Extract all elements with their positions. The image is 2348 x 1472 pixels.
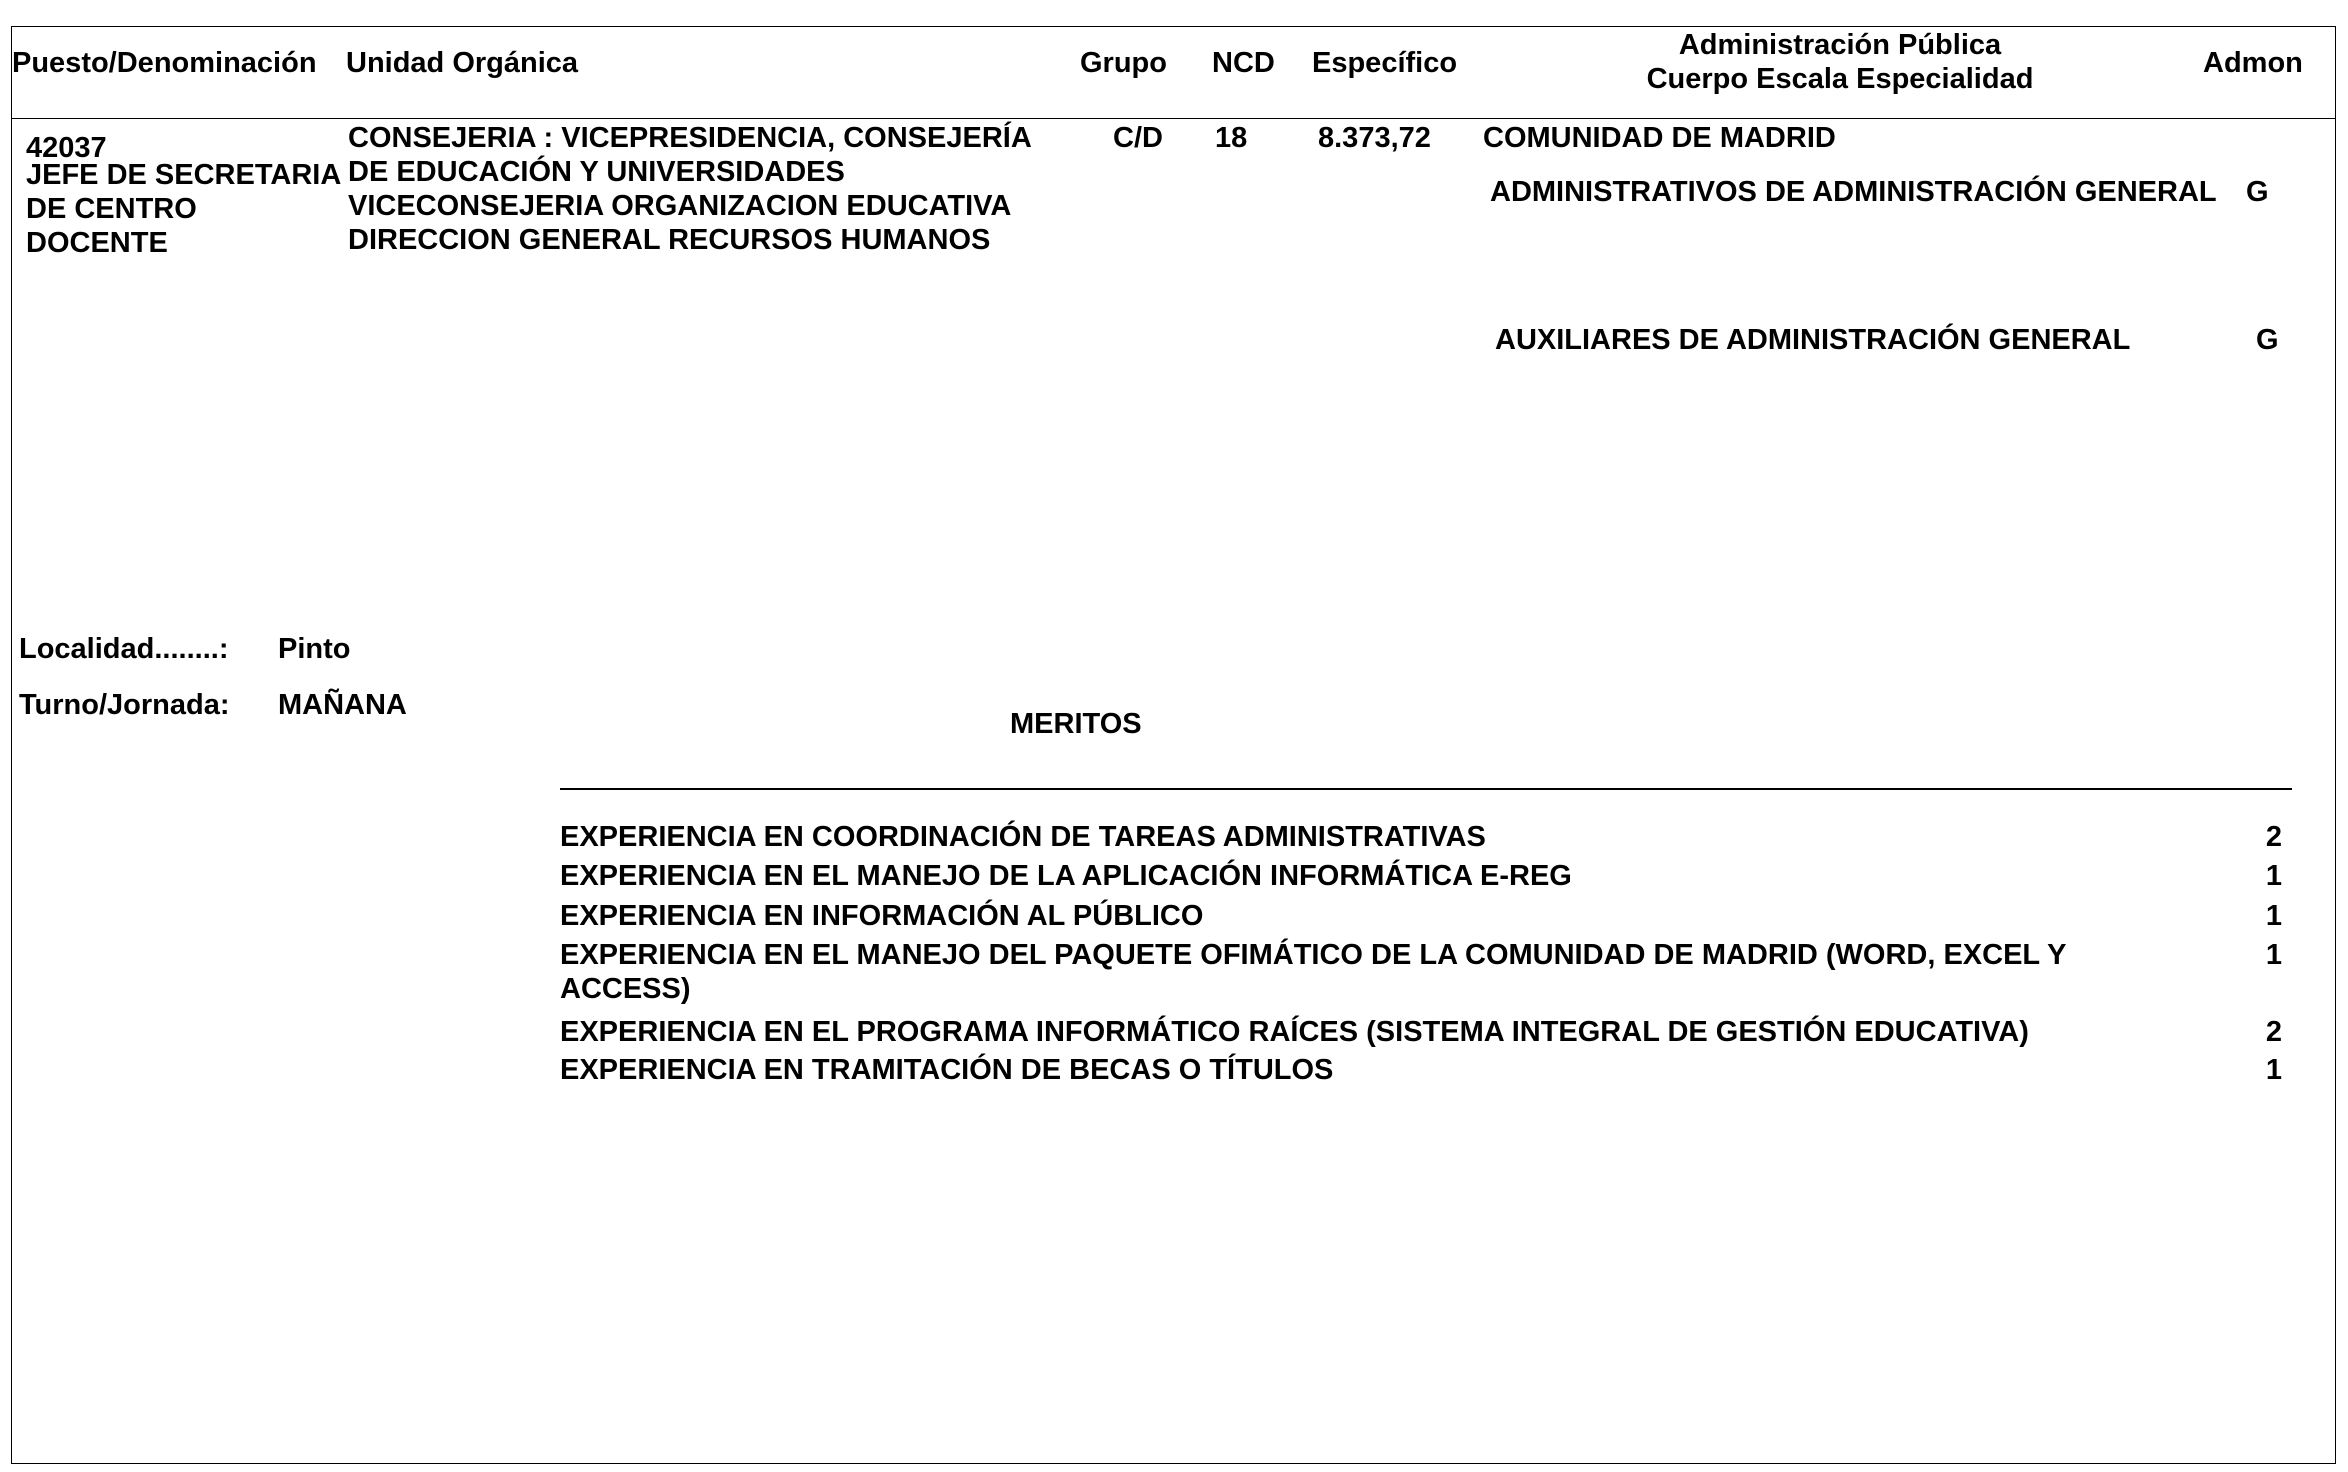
meritos-title: MERITOS	[1010, 708, 1142, 740]
merito-score: 1	[2265, 900, 2282, 932]
unidad-organica	[348, 121, 1032, 257]
merito-text: EXPERIENCIA EN EL MANEJO DE LA APLICACIÓN INFORMÁTICA E-REG	[560, 860, 1572, 892]
header-admon: Admon	[2203, 47, 2303, 79]
denominacion	[26, 158, 341, 260]
denominacion-line: JEFE DE SECRETARIA	[26, 159, 342, 191]
denominacion-line: DOCENTE	[26, 227, 168, 259]
header-puesto: Puesto/Denominación	[12, 47, 317, 79]
grupo-value: C/D	[1113, 122, 1163, 154]
turno-value: MAÑANA	[278, 689, 407, 721]
cuerpo-admon: G	[2256, 324, 2279, 356]
merito-text: EXPERIENCIA EN EL PROGRAMA INFORMÁTICO RAÍCES (SISTEMA INTEGRAL DE GESTIÓN EDUCATIVA)	[560, 1016, 2029, 1048]
header-administracion: Administración Pública	[1678, 29, 2002, 61]
merito-score: 1	[2265, 939, 2282, 971]
header-grupo: Grupo	[1080, 47, 1167, 79]
cuerpo-name: AUXILIARES DE ADMINISTRACIÓN GENERAL	[1495, 324, 2131, 356]
meritos-divider	[560, 788, 2292, 790]
denominacion-line: DE CENTRO	[26, 193, 197, 225]
header-ncd: NCD	[1212, 47, 1275, 79]
especifico-value: 8.373,72	[1318, 122, 1431, 154]
header-divider	[11, 118, 2336, 119]
unidad-line: DE EDUCACIÓN Y UNIVERSIDADES	[348, 156, 845, 188]
localidad-value: Pinto	[278, 633, 351, 665]
cuerpo-admon: G	[2246, 176, 2269, 208]
merito-text: EXPERIENCIA EN EL MANEJO DEL PAQUETE OFIMÁTICO DE LA COMUNIDAD DE MADRID (WORD, EXCEL Y ACCESS)	[560, 939, 2066, 1005]
ncd-value: 18	[1215, 122, 1248, 154]
unidad-line: CONSEJERIA : VICEPRESIDENCIA, CONSEJERÍA	[348, 122, 1032, 154]
localidad-label: Localidad........:	[19, 633, 229, 665]
merito-text: EXPERIENCIA EN INFORMACIÓN AL PÚBLICO	[560, 900, 1204, 932]
administracion-value: COMUNIDAD DE MADRID	[1483, 122, 1836, 154]
unidad-line: VICECONSEJERIA ORGANIZACION EDUCATIVA	[348, 190, 1012, 222]
turno-label: Turno/Jornada:	[19, 689, 230, 721]
merito-score: 2	[2265, 1016, 2282, 1048]
merito-text: EXPERIENCIA EN COORDINACIÓN DE TAREAS ADMINISTRATIVAS	[560, 821, 1486, 853]
header-cuerpo-escala: Cuerpo Escala Especialidad	[1646, 63, 2034, 95]
unidad-line: DIRECCION GENERAL RECURSOS HUMANOS	[348, 224, 991, 256]
merito-score: 1	[2265, 860, 2282, 892]
merito-score: 2	[2265, 821, 2282, 853]
header-especifico: Específico	[1312, 47, 1458, 79]
merito-score: 1	[2265, 1054, 2282, 1086]
merito-text: EXPERIENCIA EN TRAMITACIÓN DE BECAS O TÍTULOS	[560, 1054, 1334, 1086]
puesto-code: 42037	[26, 132, 107, 164]
cuerpo-name: ADMINISTRATIVOS DE ADMINISTRACIÓN GENERAL	[1490, 176, 2217, 208]
header-unidad: Unidad Orgánica	[346, 47, 579, 79]
